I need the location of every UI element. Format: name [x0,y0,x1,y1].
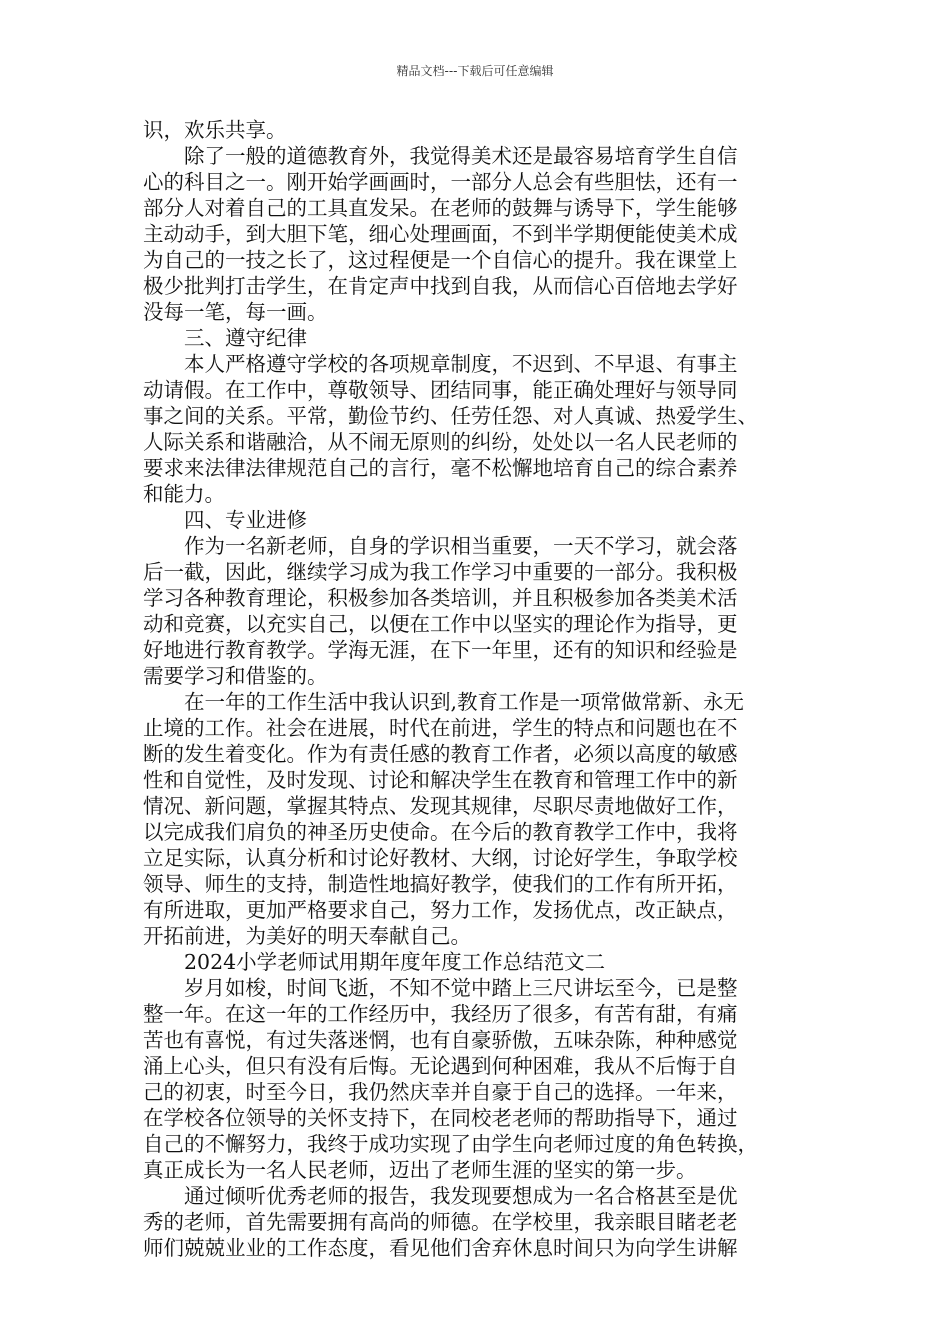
text-line: 以完成我们肩负的神圣历史使命。在今后的教育教学工作中，我将 [143,820,738,844]
text-line: 没每一笔，每一画。 [143,300,328,324]
text-line: 整一年。在这一年的工作经历中，我经历了很多，有苦有甜，有痛 [143,1002,738,1026]
text-line: 和能力。 [143,482,225,506]
text-line: 动和竞赛，以充实自己，以便在工作中以坚实的理论作为指导，更 [143,612,738,636]
section-heading: 三、遵守纪律 [184,326,307,350]
text-line: 心的科目之一。刚开始学画画时，一部分人总会有些胆怯，还有一 [143,170,738,194]
document-body [143,117,823,1261]
text-line: 自己的不懈努力，我终于成功实现了由学生向老师过度的角色转换， [143,1132,758,1156]
text-line: 止境的工作。社会在进展，时代在前进，学生的特点和问题也在不 [143,716,738,740]
text-line: 岁月如梭，时间飞逝，不知不觉中踏上三尺讲坛至今，已是整 [184,976,738,1000]
text-line: 秀的老师，首先需要拥有高尚的师德。在学校里，我亲眼目睹老老 [143,1210,738,1234]
section-heading: 四、专业进修 [184,508,307,532]
text-line: 作为一名新老师，自身的学识相当重要，一天不学习，就会落 [184,534,738,558]
text-line: 识，欢乐共享。 [143,118,287,142]
text-line: 师们兢兢业业的工作态度，看见他们舍弃休息时间只为向学生讲解 [143,1236,738,1260]
text-line: 除了一般的道德教育外，我觉得美术还是最容易培育学生自信 [184,144,738,168]
text-line: 好地进行教育教学。学海无涯，在下一年里，还有的知识和经验是 [143,638,738,662]
text-line: 在学校各位领导的关怀支持下，在同校老老师的帮助指导下，通过 [143,1106,738,1130]
text-line: 事之间的关系。平常，勤俭节约、任劳任怨、对人真诚、热爱学生、 [143,404,758,428]
text-line: 为自己的一技之长了，这过程便是一个自信心的提升。我在课堂上 [143,248,738,272]
text-line: 立足实际，认真分析和讨论好教材、大纲，讨论好学生，争取学校 [143,846,738,870]
text-line: 开拓前进，为美好的明天奉献自己。 [143,924,471,948]
text-line: 要求来法律法律规范自己的言行，毫不松懈地培育自己的综合素养 [143,456,738,480]
text-line: 本人严格遵守学校的各项规章制度，不迟到、不早退、有事主 [184,352,738,376]
text-line: 苦也有喜悦，有过失落迷惘，也有自豪骄傲，五味杂陈，种种感觉 [143,1028,738,1052]
text-line: 主动动手，到大胆下笔，细心处理画面，不到半学期便能使美术成 [143,222,738,246]
text-line: 后一截，因此，继续学习成为我工作学习中重要的一部分。我积极 [143,560,738,584]
text-line: 部分人对着自己的工具直发呆。在老师的鼓舞与诱导下，学生能够 [143,196,738,220]
text-line: 学习各种教育理论，积极参加各类培训，并且积极参加各类美术活 [143,586,738,610]
text-line: 性和自觉性，及时发现、讨论和解决学生在教育和管理工作中的新 [143,768,738,792]
text-line: 有所进取，更加严格要求自己，努力工作，发扬优点，改正缺点， [143,898,738,922]
text-line: 情况、新问题，掌握其特点、发现其规律，尽职尽责地做好工作， [143,794,738,818]
text-line: 真正成长为一名人民老师，迈出了老师生涯的坚实的第一步。 [143,1158,697,1182]
text-line: 通过倾听优秀老师的报告，我发现要想成为一名合格甚至是优 [184,1184,738,1208]
page-header: 精品文档---下载后可任意编辑 [396,64,554,78]
text-line: 涌上心头，但只有没有后悔。无论遇到何种困难，我从不后悔于自 [143,1054,738,1078]
text-line: 极少批判打击学生，在肯定声中找到自我，从而信心百倍地去学好 [143,274,738,298]
text-line: 在一年的工作生活中我认识到,教育工作是一项常做常新、永无 [184,690,745,714]
text-line: 领导、师生的支持，制造性地搞好教学，使我们的工作有所开拓， [143,872,738,896]
text-line: 人际关系和谐融洽，从不闹无原则的纠纷，处处以一名人民老师的 [143,430,738,454]
text-line: 动请假。在工作中，尊敬领导、团结同事，能正确处理好与领导同 [143,378,738,402]
text-line: 己的初衷，时至今日，我仍然庆幸并自豪于自己的选择。一年来， [143,1080,738,1104]
text-line: 断的发生着变化。作为有责任感的教育工作者，必须以高度的敏感 [143,742,738,766]
article-title: 2024小学老师试用期年度年度工作总结范文二 [184,950,606,974]
text-line: 需要学习和借鉴的。 [143,664,328,688]
